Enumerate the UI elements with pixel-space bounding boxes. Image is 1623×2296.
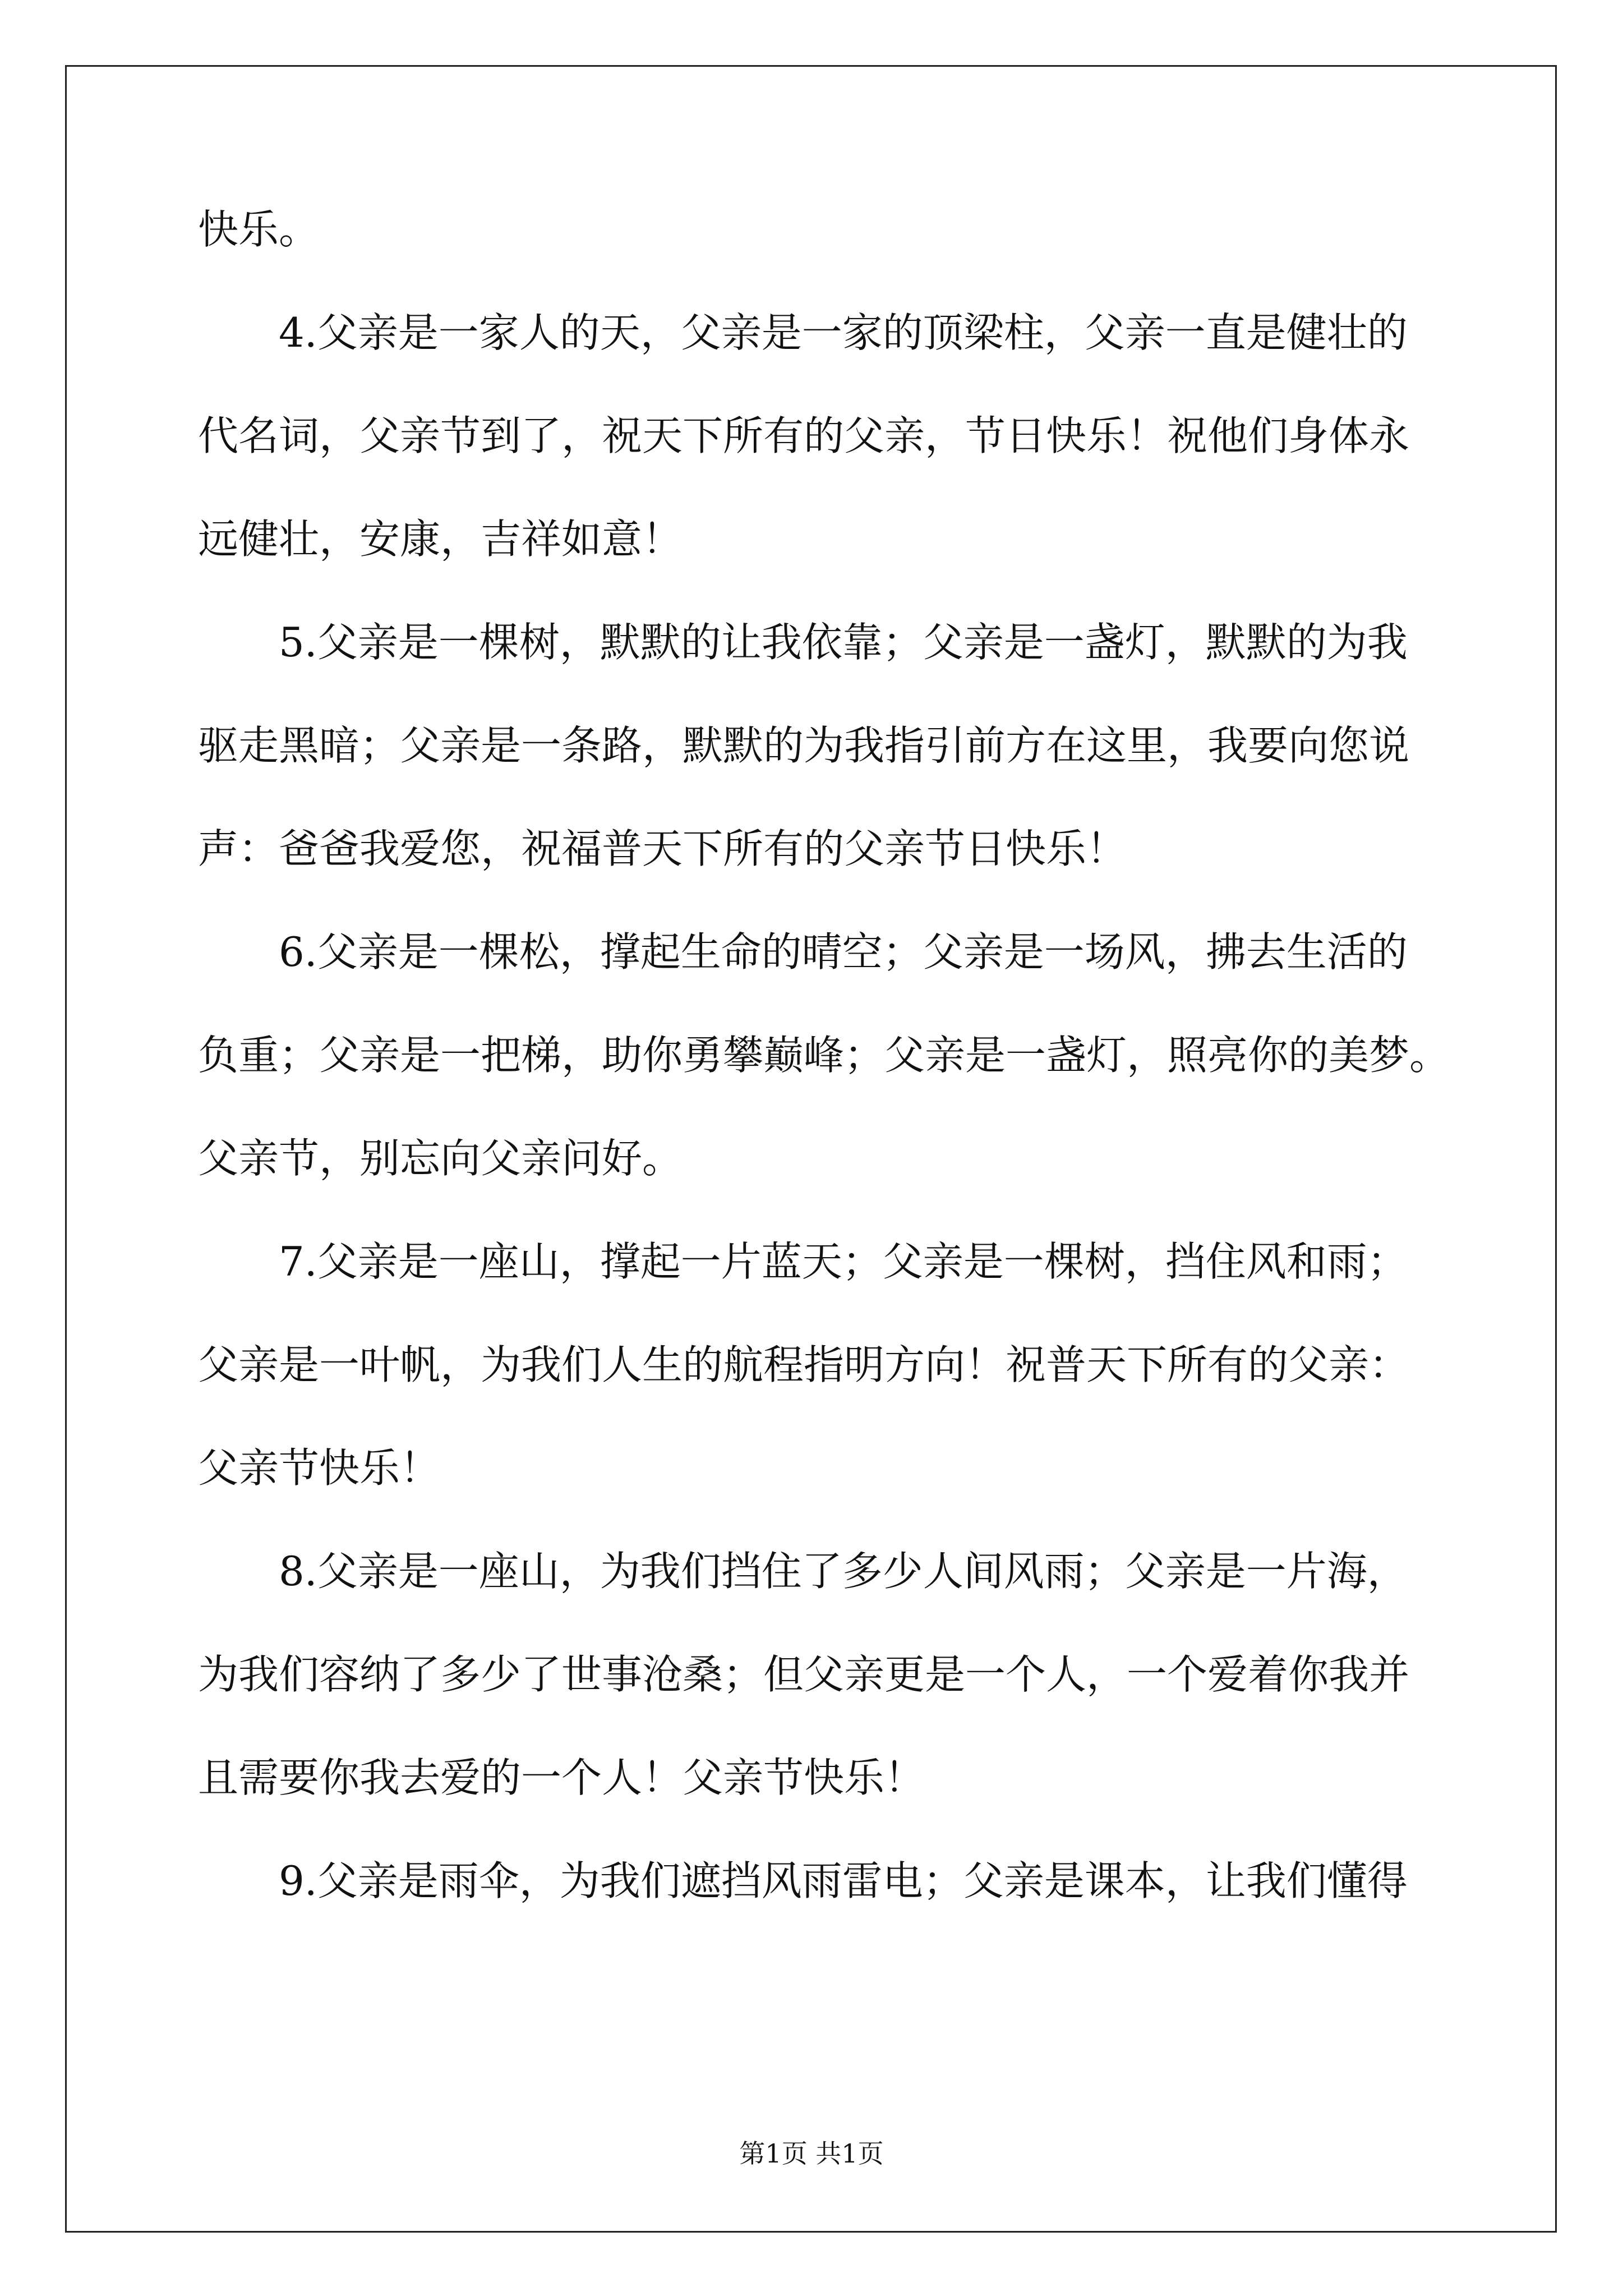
- text-line: 父亲是一叶帆，为我们人生的航程指明方向！祝普天下所有的父亲：: [198, 1341, 1410, 1388]
- text-line: 快乐。: [198, 206, 320, 253]
- text-line: 且需要你我去爱的一个人！父亲节快乐！: [198, 1754, 925, 1801]
- text-line: 驱走黑暗；父亲是一条路，默默的为我指引前方在这里，我要向您说: [198, 722, 1410, 769]
- page-footer: 第1页 共1页: [739, 2138, 884, 2169]
- text-line: 8.父亲是一座山，为我们挡住了多少人间风雨；父亲是一片海，: [279, 1548, 1408, 1595]
- text-line: 父亲节快乐！: [198, 1444, 441, 1492]
- text-line: 为我们容纳了多少了世事沧桑；但父亲更是一个人，一个爱着你我并: [198, 1651, 1410, 1698]
- text-line: 6.父亲是一棵松，撑起生命的晴空；父亲是一场风，拂去生活的: [279, 928, 1408, 976]
- text-line: 5.父亲是一棵树，默默的让我依靠；父亲是一盏灯，默默的为我: [279, 619, 1408, 666]
- text-line: 父亲节，别忘向父亲问好。: [198, 1135, 683, 1182]
- text-line: 远健壮，安康，吉祥如意！: [198, 516, 683, 563]
- text-line: 9.父亲是雨伞，为我们遮挡风雨雷电；父亲是课本，让我们懂得: [279, 1857, 1408, 1904]
- text-line: 负重；父亲是一把梯，助你勇攀巅峰；父亲是一盏灯，照亮你的美梦。: [198, 1032, 1450, 1079]
- text-line: 声：爸爸我爱您，祝福普天下所有的父亲节日快乐！: [198, 825, 1127, 872]
- text-line: 4.父亲是一家人的天，父亲是一家的顶梁柱，父亲一直是健壮的: [279, 309, 1408, 356]
- text-line: 7.父亲是一座山，撑起一片蓝天；父亲是一棵树，挡住风和雨；: [279, 1238, 1408, 1285]
- text-line: 代名词，父亲节到了，祝天下所有的父亲，节日快乐！祝他们身体永: [198, 412, 1410, 459]
